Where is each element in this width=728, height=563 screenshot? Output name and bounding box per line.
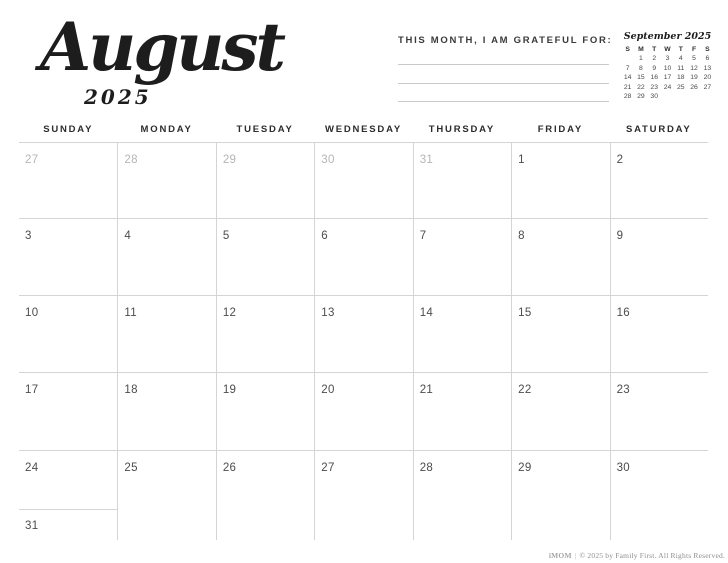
day-cell (314, 142, 412, 218)
mini-day: 8 (639, 64, 643, 72)
day-cell (216, 295, 314, 372)
mini-day: 28 (623, 93, 632, 100)
mini-day: 26 (690, 83, 698, 91)
mini-day: 22 (637, 83, 645, 91)
day-number: 19 (222, 384, 237, 396)
mini-day (621, 55, 634, 62)
day-cell (19, 295, 117, 372)
day-number: 20 (321, 384, 335, 396)
day-number: 28 (419, 462, 434, 474)
mini-calendar-title: September 2025 (623, 31, 712, 42)
mini-day-letter: T (678, 45, 683, 53)
weekday-header-friday: FRIDAY (537, 124, 583, 135)
day-number: 24 (25, 462, 39, 474)
day-cell (511, 295, 609, 372)
mini-day: 12 (690, 64, 698, 72)
day-cell (117, 372, 215, 450)
day-cell (314, 450, 412, 540)
day-cell (511, 142, 609, 218)
day-cell (413, 218, 511, 295)
mini-day: 10 (663, 64, 672, 72)
day-cell (314, 372, 412, 450)
mini-day: 9 (652, 64, 657, 72)
day-cell (117, 295, 215, 372)
gratitude-line-1 (398, 64, 609, 65)
weekday-header-wednesday: WEDNESDAY (324, 124, 403, 135)
day-number: 10 (25, 307, 39, 319)
mini-day: 24 (663, 83, 672, 91)
overflow-day-subcell (19, 509, 117, 534)
day-number: 17 (25, 384, 39, 396)
calendar-grid (19, 142, 708, 540)
day-cell (610, 450, 708, 540)
day-number: 30 (616, 462, 630, 474)
weekday-header-thursday: THURSDAY (428, 124, 496, 135)
mini-day: 6 (705, 55, 710, 62)
day-number: 5 (222, 230, 230, 242)
mini-day: 18 (677, 74, 685, 81)
brand-logo: iMOM (548, 551, 572, 560)
day-cell (216, 142, 314, 218)
day-cell (314, 218, 412, 295)
mini-day: 4 (678, 55, 683, 62)
day-cell (413, 450, 511, 540)
day-cell (117, 142, 215, 218)
day-number: 28 (124, 154, 138, 166)
day-cell (413, 142, 511, 218)
day-number: 4 (124, 230, 132, 242)
gratitude-line-2 (398, 83, 609, 84)
mini-day: 13 (703, 64, 712, 72)
day-cell (19, 142, 117, 218)
mini-day-letter: S (705, 45, 710, 53)
day-number: 11 (124, 307, 137, 319)
day-number: 26 (222, 462, 237, 474)
weekday-header-sunday: SUNDAY (43, 124, 94, 135)
day-cell (413, 372, 511, 450)
mini-day: 1 (639, 55, 643, 62)
day-cell (314, 295, 412, 372)
day-number: 18 (124, 384, 138, 396)
mini-day: 5 (692, 55, 696, 62)
day-cell (117, 450, 215, 540)
mini-day (701, 93, 714, 100)
day-number: 27 (25, 154, 39, 166)
mini-day: 15 (637, 74, 645, 81)
mini-day: 20 (703, 74, 712, 81)
day-number: 22 (518, 384, 532, 396)
gratitude-heading: THIS MONTH, I AM GRATEFUL FOR: (398, 35, 613, 46)
weekday-header-tuesday: TUESDAY (236, 124, 294, 135)
mini-day: 17 (663, 74, 672, 81)
month-title: August (40, 8, 283, 86)
day-number: 14 (419, 307, 434, 319)
day-number: 29 (518, 462, 532, 474)
day-number: 8 (518, 230, 525, 242)
day-cell (511, 218, 609, 295)
mini-day: 19 (690, 74, 698, 81)
day-number: 16 (616, 307, 630, 319)
mini-day: 11 (677, 64, 685, 72)
mini-calendar (621, 31, 714, 100)
day-number: 6 (321, 230, 328, 242)
mini-day: 30 (650, 93, 658, 100)
day-number: 3 (25, 230, 32, 242)
mini-day-letter: T (652, 45, 657, 53)
footer-credit (549, 551, 725, 560)
weekday-header-monday: MONDAY (140, 124, 193, 135)
day-number: 23 (616, 384, 630, 396)
mini-day: 7 (625, 64, 630, 72)
day-number: 21 (419, 384, 434, 396)
mini-day: 23 (650, 83, 658, 91)
day-cell (610, 372, 708, 450)
day-number: 9 (616, 230, 624, 242)
mini-day: 21 (623, 83, 632, 91)
day-number: 27 (321, 462, 335, 474)
day-number: 7 (419, 230, 427, 242)
mini-day: 25 (677, 83, 685, 91)
day-cell (511, 372, 609, 450)
mini-day: 29 (637, 93, 645, 100)
day-number: 13 (321, 307, 335, 319)
day-cell (19, 372, 117, 450)
mini-day: 3 (665, 55, 670, 62)
day-number: 12 (222, 307, 237, 319)
gratitude-line-3 (398, 101, 609, 102)
mini-day-letter: W (664, 45, 671, 53)
mini-day: 27 (703, 83, 712, 91)
day-cell (19, 218, 117, 295)
day-number: 31 (25, 520, 39, 532)
day-cell (610, 218, 708, 295)
day-number: 25 (124, 462, 138, 474)
day-cell (610, 142, 708, 218)
mini-day: 14 (623, 74, 632, 81)
gratitude-section (398, 35, 613, 102)
day-subcell (19, 451, 117, 509)
mini-day-letter: M (638, 45, 644, 53)
mini-day: 2 (652, 55, 657, 62)
mini-day: 16 (650, 74, 658, 81)
day-cell (216, 372, 314, 450)
footer-separator: | (574, 551, 577, 560)
day-number: 31 (419, 154, 434, 166)
mini-day (687, 93, 700, 100)
day-cell (216, 218, 314, 295)
day-cell (413, 295, 511, 372)
mini-day (674, 93, 687, 100)
year-subtitle: 2025 (84, 85, 152, 109)
day-number: 2 (616, 154, 624, 166)
day-cell-split (19, 450, 117, 540)
day-number: 29 (222, 154, 237, 166)
day-cell (117, 218, 215, 295)
day-cell (610, 295, 708, 372)
copyright-text: © 2025 by Family First. All Rights Reserved. (579, 551, 725, 560)
mini-day (661, 93, 674, 100)
day-number: 15 (518, 307, 532, 319)
day-number: 30 (321, 154, 335, 166)
day-cell (511, 450, 609, 540)
mini-day-letter: S (625, 45, 630, 53)
day-cell (216, 450, 314, 540)
weekday-header-row (19, 124, 708, 135)
weekday-header-saturday: SATURDAY (625, 124, 692, 135)
day-number: 1 (518, 154, 525, 166)
mini-day-letter: F (691, 45, 697, 53)
